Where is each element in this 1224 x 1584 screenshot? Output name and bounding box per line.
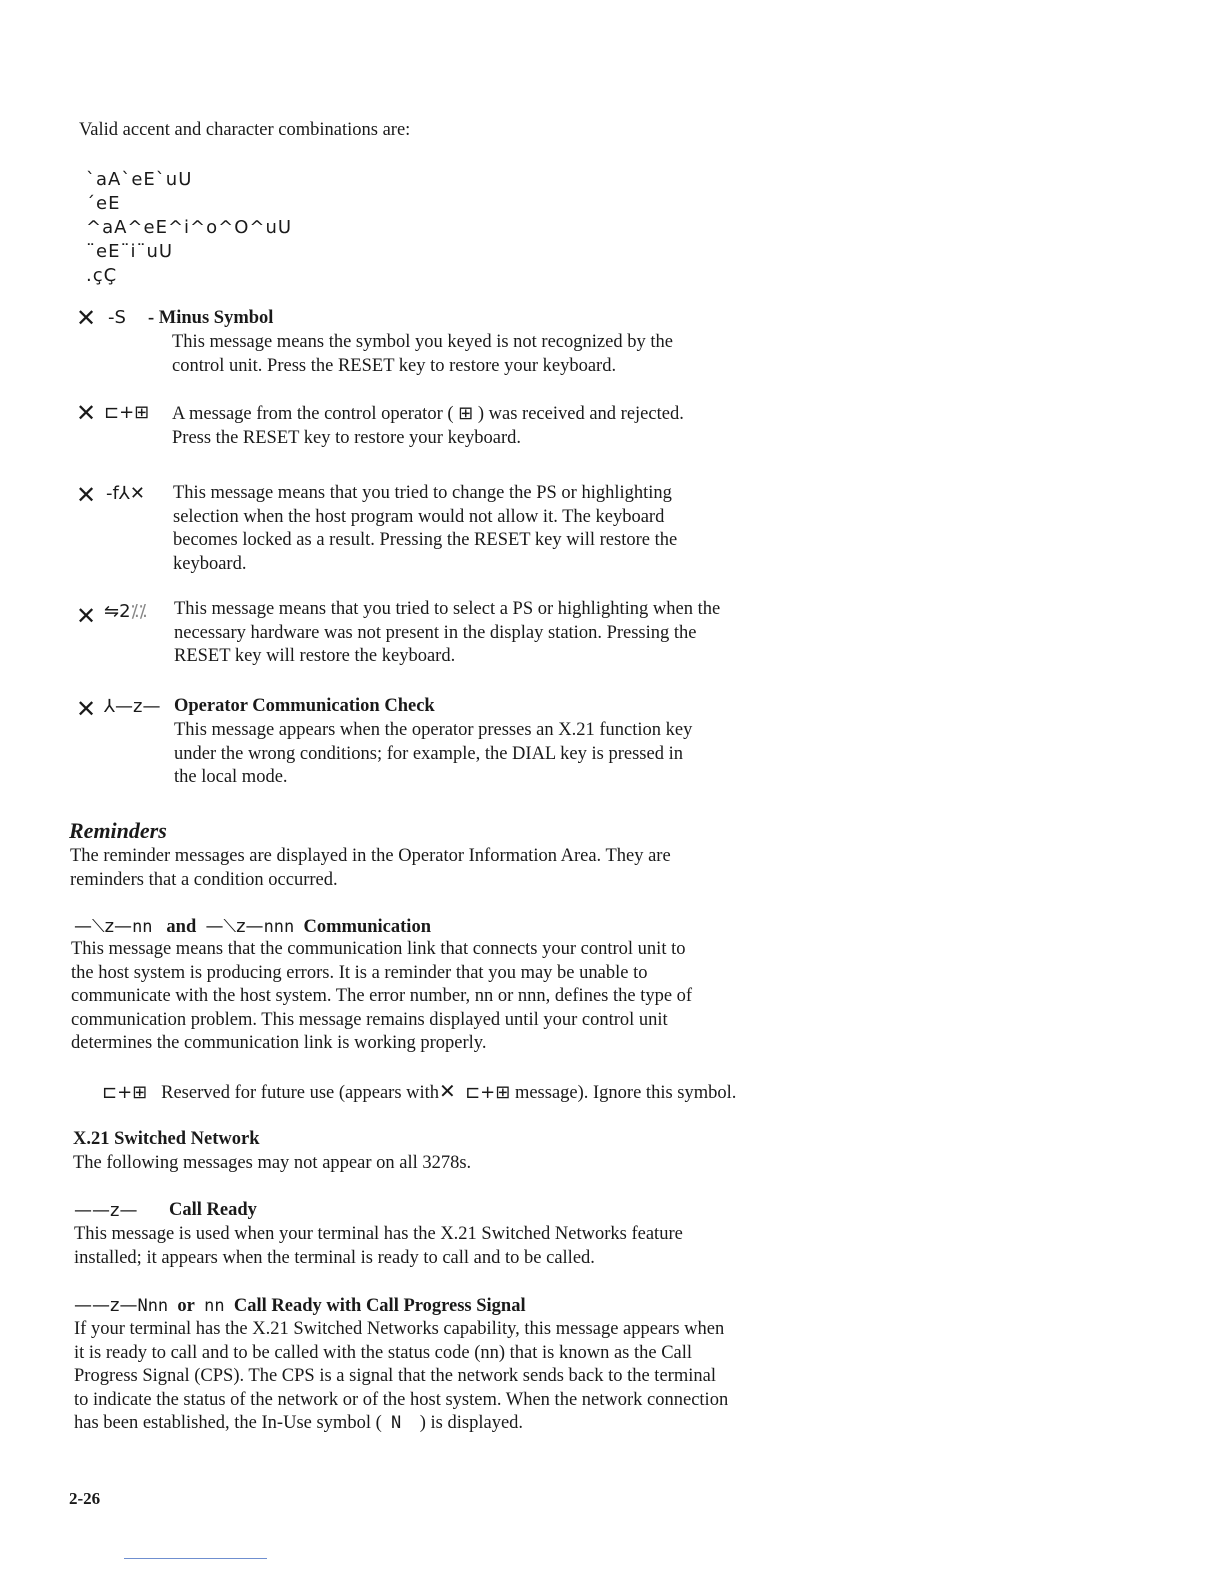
- call-progress-nnn: Nnn: [137, 1296, 169, 1316]
- comm-nn: nn: [132, 917, 153, 937]
- minus-symbol-text: This message means the symbol you keyed is not recognized by the control unit. Press the RESET key to restore your keyboard.: [172, 332, 673, 376]
- comm-and: and: [166, 917, 197, 937]
- comm-check-icon: —⟍z—: [205, 916, 264, 937]
- x-clock-icon: ✕: [439, 1079, 456, 1103]
- call-ready-icon: ——z—: [74, 1200, 138, 1221]
- ps-select-text: This message means that you tried to select a PS or highlighting when the necessary hardware was not present in the display station. Pressing the RESET key will restore the keyboard.: [174, 599, 721, 666]
- call-ready-text: This message is used when your terminal has the X.21 Switched Networks feature installed; it appears when the terminal is ready to call and to be called.: [74, 1224, 683, 1268]
- x-icon: ✕: [129, 483, 145, 504]
- intro-text: Valid accent and character combinations are:: [79, 120, 411, 140]
- call-progress-header: [74, 1294, 526, 1319]
- reserved-line: [102, 1079, 802, 1106]
- operator-message-text: [172, 402, 692, 450]
- communication-text: This message means that the communication link that connects your control unit to the host system is producing errors. It is a reminder that you may be unable to communicate with the host system. The error number, nn or nnn, defines the type of communication problem. This message remains displayed until your control unit determines the communication link is working properly.: [71, 939, 693, 1053]
- combo-line: ^aA^eE^i^o^O^uU: [86, 217, 293, 238]
- ps-select-symbol-text: 2: [119, 601, 131, 622]
- call-ready-title: Call Ready: [169, 1200, 257, 1220]
- comm-check-icon: —⟍z—: [74, 916, 133, 937]
- x-clock-icon: ✕: [76, 481, 97, 509]
- call-progress-text: [74, 1318, 734, 1436]
- x-clock-icon: ✕: [76, 399, 97, 427]
- accent-combinations: [86, 168, 292, 288]
- operator-person-icon: ⅄: [118, 483, 130, 504]
- dotted-icon: ⁒⁒: [130, 601, 147, 622]
- call-progress-text-main: If your terminal has the X.21 Switched Networks capability, this message appears when it is ready to call and to be called with the status code (nn) that is known as the Call Progress Signal (CPS). The CPS is a signal that the network sends back to the terminal to indicate the status of the network or of the host system. When the network connection has been established, the In-Use symbol (: [74, 1319, 729, 1433]
- call-ready-icon: ——z—: [74, 1295, 138, 1316]
- x21-heading: X.21 Switched Network: [73, 1129, 260, 1149]
- minus-symbol-glyph: -S: [108, 307, 126, 328]
- operator-message-text-a: A message from the control operator (: [172, 404, 454, 424]
- communication-title: Communication: [303, 917, 431, 937]
- x-clock-icon: ✕: [76, 304, 97, 332]
- x-clock-icon: ✕: [76, 695, 97, 723]
- operator-message-text-b: ) was received and rejected. Press the RESET key to restore your keyboard.: [172, 404, 684, 448]
- operator-message-icon: ⊏+⊞: [102, 1082, 148, 1103]
- ps-select-symbol: [104, 600, 147, 624]
- call-progress-nn: nn: [204, 1296, 225, 1316]
- footer-rule: [124, 1558, 267, 1559]
- call-progress-text-end: ) is displayed.: [419, 1413, 524, 1433]
- call-progress-title: Call Ready with Call Progress Signal: [233, 1296, 526, 1316]
- x21-text: The following messages may not appear on all 3278s.: [73, 1153, 472, 1173]
- ps-change-text: This message means that you tried to change the PS or highlighting selection when the host program would not allow it. The keyboard becomes locked as a result. Pressing the RESET key will restore the keyboard.: [173, 483, 678, 574]
- operator-comm-text: This message appears when the operator presses an X.21 function key under the wrong conditions; for example, the DIAL key is pressed in the local mode.: [174, 720, 693, 787]
- reminders-text: The reminder messages are displayed in the Operator Information Area. They are reminders that a condition occurred.: [70, 846, 671, 890]
- minus-symbol-title: - Minus Symbol: [148, 308, 274, 328]
- reserved-text-b: message). Ignore this symbol.: [514, 1083, 737, 1103]
- reserved-text-a: Reserved for future use (appears with: [161, 1083, 440, 1103]
- in-use-icon: N: [391, 1413, 402, 1433]
- page-number: 2-26: [69, 1489, 101, 1508]
- operator-inline-icon: ⊞: [458, 403, 474, 424]
- call-progress-or: or: [177, 1296, 195, 1316]
- combo-line: ´eE: [86, 193, 121, 214]
- operator-comm-symbol: ⅄—z—: [104, 696, 161, 717]
- ps-change-symbol-text: -f: [106, 483, 119, 504]
- hardware-icon: ⇋: [104, 601, 120, 622]
- comm-nnn: nnn: [263, 917, 295, 937]
- communication-header: [74, 915, 431, 940]
- combo-line: ¨eE¨i¨uU: [86, 241, 174, 262]
- operator-message-icon: ⊏+⊞: [104, 402, 150, 423]
- operator-message-icon: ⊏+⊞: [465, 1082, 511, 1103]
- operator-comm-title: Operator Communication Check: [174, 696, 435, 716]
- x-clock-icon: ✕: [76, 602, 97, 630]
- combo-line: `aA`eE`uU: [86, 169, 193, 190]
- reminders-heading: Reminders: [69, 818, 167, 843]
- ps-change-symbol: [106, 482, 145, 506]
- combo-line: .çÇ: [86, 265, 118, 286]
